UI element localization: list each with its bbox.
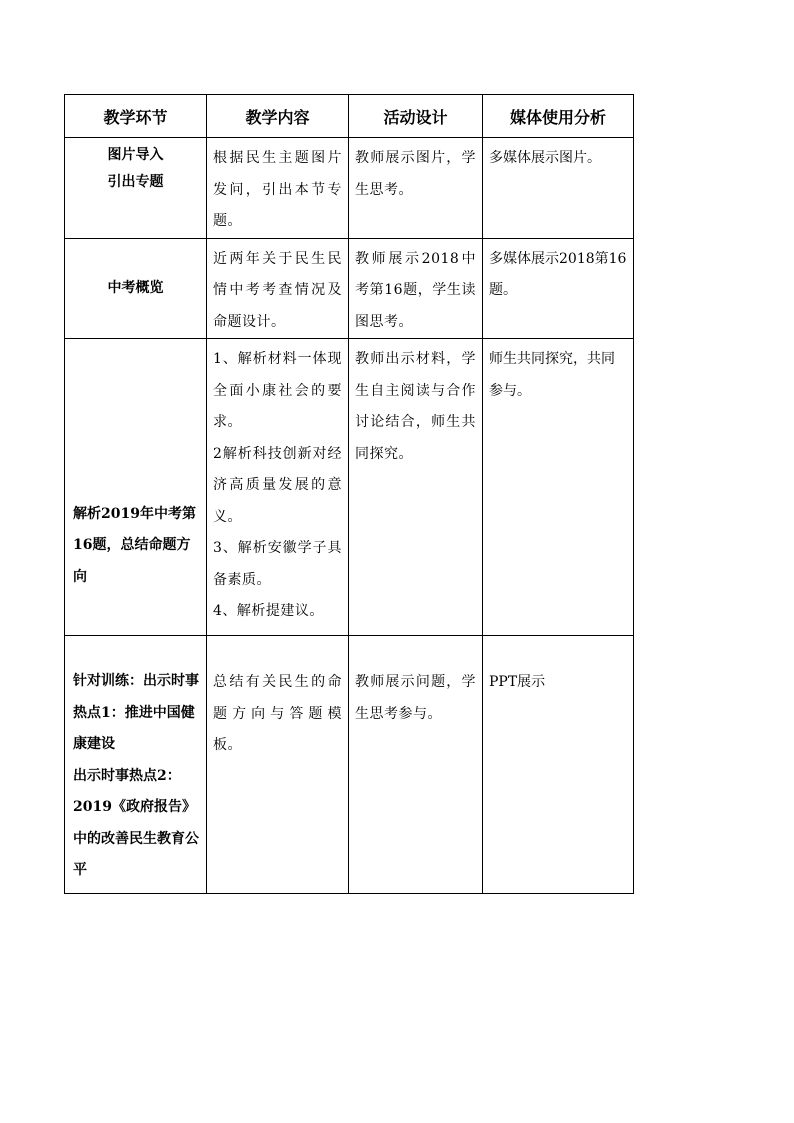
content-cell (207, 238, 349, 339)
header-cell-activity: 活动设计 (349, 95, 483, 138)
content-text: 3、解析安徽学子具备素质。 (213, 540, 342, 588)
table-row (65, 636, 634, 894)
activity-text: 教师展示2018中考第16题，学生读图思考。 (355, 250, 476, 330)
step-text: 出示时事热点2：2019《政府报告》中的改善民生教育公平 (73, 767, 199, 878)
header-row (65, 95, 634, 138)
content-text: 2解析科技创新对经济高质量发展的意义。 (213, 445, 342, 525)
step-text: 解析2019年中考第16题，总结命题方向 (73, 505, 196, 585)
step-text: 中考概览 (107, 279, 164, 296)
media-text: PPT展示 (489, 674, 546, 690)
media-cell (483, 339, 634, 636)
content-text: 近两年关于民生民情中考考查情况及命题设计。 (213, 250, 342, 330)
header-cell-content: 教学内容 (207, 95, 349, 138)
media-text: 师生共同探究，共同参与。 (489, 351, 615, 399)
media-text: 多媒体展示图片。 (489, 150, 601, 166)
content-text: 4、解析提建议。 (213, 603, 324, 619)
activity-cell (349, 636, 483, 894)
activity-cell (349, 138, 483, 239)
content-text: 1、解析材料一体现全面小康社会的要求。 (213, 351, 342, 430)
media-cell (483, 138, 634, 239)
step-cell (65, 238, 207, 339)
activity-cell (349, 238, 483, 339)
activity-text: 教师出示材料，学生自主阅读与合作讨论结合，师生共同探究。 (355, 351, 476, 462)
header-cell-media: 媒体使用分析 (483, 95, 634, 138)
step-text: 引出专题 (107, 174, 164, 190)
content-text: 根据民生主题图片发问，引出本节专题。 (213, 150, 342, 229)
media-cell (483, 636, 634, 894)
activity-text: 教师展示图片，学生思考。 (355, 150, 476, 198)
step-cell (65, 636, 207, 894)
lesson-plan-table (64, 94, 634, 894)
table-row (65, 339, 634, 636)
step-text: 针对训练：出示时事热点1：推进中国健康建设 (73, 673, 199, 752)
content-cell (207, 138, 349, 239)
activity-text: 教师展示问题，学生思考参与。 (355, 674, 476, 722)
content-text: 总结有关民生的命题方向与答题模板。 (213, 674, 342, 753)
media-text: 多媒体展示2018第16题。 (489, 250, 627, 298)
step-cell (65, 138, 207, 239)
media-cell (483, 238, 634, 339)
content-cell (207, 636, 349, 894)
step-text: 图片导入 (107, 147, 164, 163)
content-cell (207, 339, 349, 636)
table-row (65, 238, 634, 339)
activity-cell (349, 339, 483, 636)
table-row (65, 138, 634, 239)
step-cell (65, 339, 207, 636)
header-cell-step: 教学环节 (65, 95, 207, 138)
